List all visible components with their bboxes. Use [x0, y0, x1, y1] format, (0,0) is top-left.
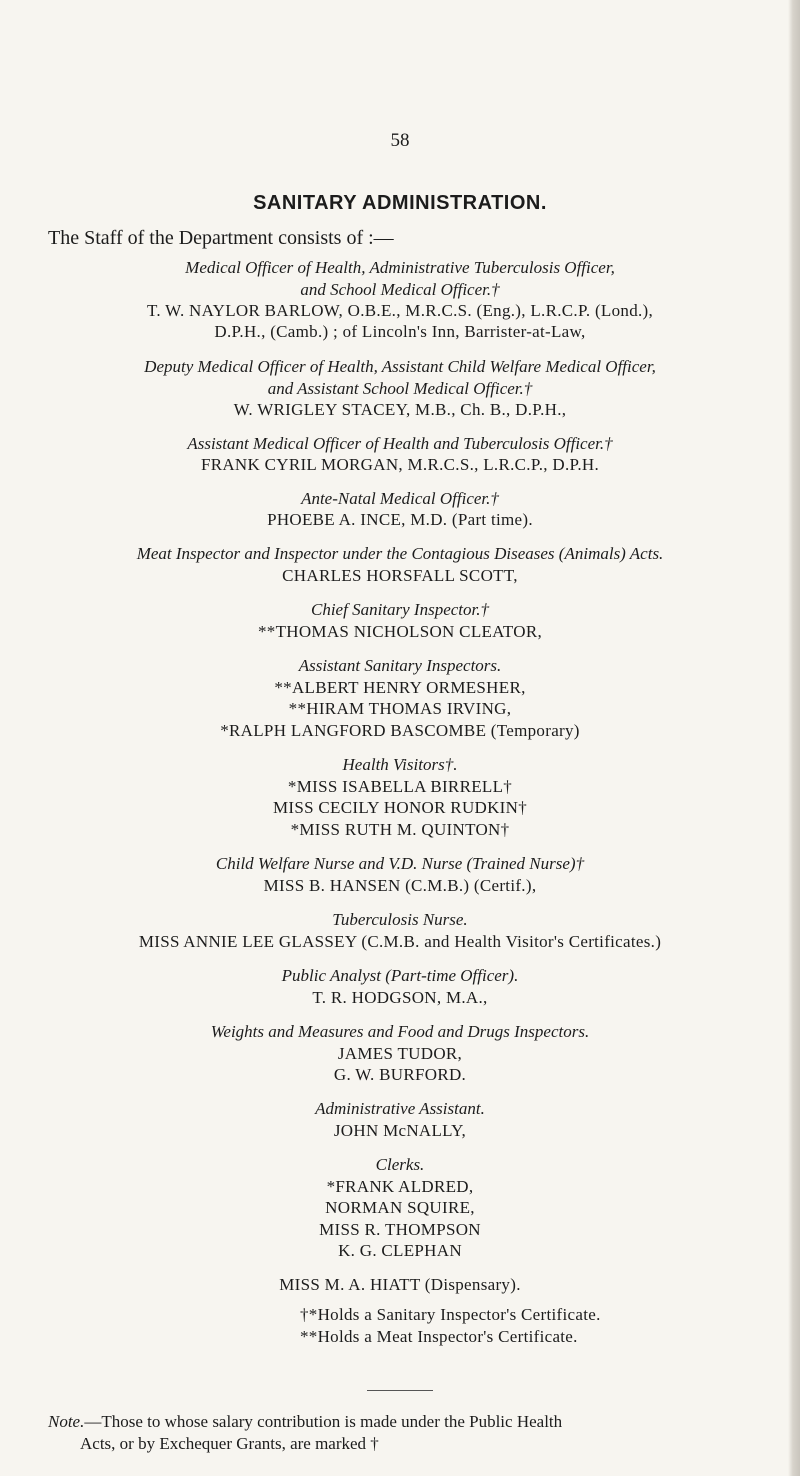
text-line: T. R. HODGSON, M.A.,: [312, 988, 488, 1007]
text-line: T. W. NAYLOR BARLOW, O.B.E., M.R.C.S. (Eng.), L.R.C.P. (Lond.),: [146, 301, 654, 320]
note-text-1: —Those to whose salary contribution is made under the Public Health: [84, 1412, 563, 1431]
text-line: FRANK CYRIL MORGAN, M.R.C.S., L.R.C.P., D.P.H.: [200, 455, 600, 474]
text-line: **HIRAM THOMAS IRVING,: [288, 699, 512, 718]
text-line: PHOEBE A. INCE, M.D. (Part time).: [267, 510, 533, 529]
note-line-2: Acts, or by Exchequer Grants, are marked †: [80, 1434, 379, 1453]
text-line: Tuberculosis Nurse.: [332, 910, 468, 929]
text-line: MISS R. THOMPSON: [319, 1220, 481, 1239]
text-line: Public Analyst (Part-time Officer).: [281, 966, 519, 985]
page-heading: SANITARY ADMINISTRATION.: [253, 192, 547, 214]
text-line: Medical Officer of Health, Administrative Tuberculosis Officer,: [185, 258, 615, 277]
text-line: Health Visitors†.: [342, 755, 458, 774]
text-line: G. W. BURFORD.: [333, 1065, 467, 1084]
text-line: Ante-Natal Medical Officer.†: [301, 489, 499, 508]
divider-rule: [367, 1390, 433, 1391]
text-line: Assistant Medical Officer of Health and Tuberculosis Officer.†: [187, 434, 613, 453]
text-line: Chief Sanitary Inspector.†: [310, 600, 489, 619]
text-line: Weights and Measures and Food and Drugs Inspectors.: [210, 1022, 590, 1041]
text-line: D.P.H., (Camb.) ; of Lincoln's Inn, Barrister-at-Law,: [214, 322, 586, 341]
note-line-1: [48, 1412, 562, 1432]
text-line: and Assistant School Medical Officer.†: [267, 379, 533, 398]
text-line: **THOMAS NICHOLSON CLEATOR,: [257, 622, 543, 641]
text-line: NORMAN SQUIRE,: [325, 1198, 475, 1217]
text-line: and School Medical Officer.†: [300, 280, 500, 299]
text-line: JAMES TUDOR,: [337, 1044, 463, 1063]
note-label: Note.: [48, 1412, 85, 1431]
text-line: Administrative Assistant.: [315, 1099, 485, 1118]
text-line: MISS M. A. HIATT (Dispensary).: [279, 1275, 521, 1294]
page-number: 58: [390, 130, 410, 151]
text-line: †*Holds a Sanitary Inspector's Certificate.: [300, 1305, 601, 1324]
text-line: K. G. CLEPHAN: [338, 1241, 462, 1260]
text-line: **Holds a Meat Inspector's Certificate.: [300, 1327, 578, 1346]
text-line: Child Welfare Nurse and V.D. Nurse (Trained Nurse)†: [215, 854, 585, 873]
text-line: *MISS ISABELLA BIRRELL†: [287, 777, 513, 796]
text-line: Assistant Sanitary Inspectors.: [298, 656, 502, 675]
text-line: Meat Inspector and Inspector under the Contagious Diseases (Animals) Acts.: [136, 544, 664, 563]
text-line: *FRANK ALDRED,: [326, 1177, 474, 1196]
text-line: *RALPH LANGFORD BASCOMBE (Temporary): [220, 721, 580, 740]
text-line: MISS ANNIE LEE GLASSEY (C.M.B. and Health Visitor's Certificates.): [138, 932, 662, 951]
intro-text: The Staff of the Department consists of :—: [48, 227, 394, 249]
text-line: *MISS RUTH M. QUINTON†: [290, 820, 510, 839]
text-line: MISS CECILY HONOR RUDKIN†: [272, 798, 528, 817]
text-line: Deputy Medical Officer of Health, Assistant Child Welfare Medical Officer,: [144, 357, 656, 376]
text-line: W. WRIGLEY STACEY, M.B., Ch. B., D.P.H.,: [233, 400, 567, 419]
page-edge-shadow: [788, 0, 800, 1476]
text-line: Clerks.: [375, 1155, 425, 1174]
text-line: CHARLES HORSFALL SCOTT,: [282, 566, 518, 585]
text-line: MISS B. HANSEN (C.M.B.) (Certif.),: [263, 876, 537, 895]
text-line: **ALBERT HENRY ORMESHER,: [274, 678, 526, 697]
text-line: JOHN McNALLY,: [333, 1121, 467, 1140]
